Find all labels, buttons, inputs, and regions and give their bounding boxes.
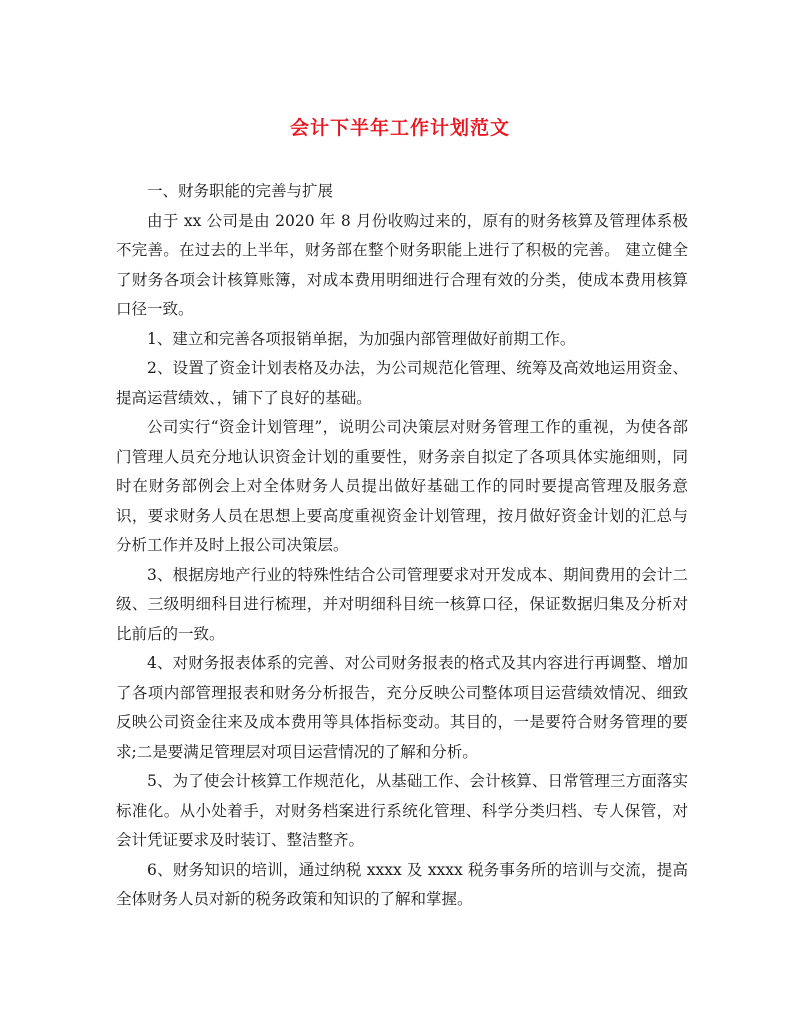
list-item: 6、财务知识的培训，通过纳税 xxxx 及 xxxx 税务事务所的培训与交流，提高全体财务人员对新的税务政策和知识的了解和掌握。 (116, 860, 688, 908)
document-title: 会计下半年工作计划范文 (289, 117, 510, 139)
list-item: 2、设置了资金计划表格及办法，为公司规范化管理、统筹及高效地运用资金、提高运营绩效、，铺下了良好的基础。 (116, 359, 688, 407)
list-item: 5、为了使会计核算工作规范化，从基础工作、会计核算、日常管理三方面落实标准化。从小处着手，对财务档案进行系统化管理、科学分类归档、专人保管，对会计凭证要求及时装订、整洁整齐。 (116, 772, 688, 849)
list-item: 3、根据房地产行业的特殊性结合公司管理要求对开发成本、期间费用的会计二级、三级明细科目进行梳理，并对明细科目统一核算口径，保证数据归集及分析对比前后的一致。 (116, 565, 688, 643)
document-body (116, 177, 688, 915)
list-item: 4、对财务报表体系的完善、对公司财务报表的格式及其内容进行再调整、增加了各项内部管理报表和财务分析报告，充分反映公司整体项目运营绩效情况、细致反映公司资金往来及成本费用等具体指标变动。其目的，一是要符合财务管理的要求;二是要满足管理层对项目运营情况的了解和分析。 (116, 654, 688, 761)
body-paragraph: 由于 xx 公司是由 2020 年 8 月份收购过来的，原有的财务核算及管理体系极不完善。在过去的上半年，财务部在整个财务职能上进行了积极的完善。 建立健全了财务各项会计核算账簿，对成本费用明细进行合理有效的分类，使成本费用核算口径一致。 (116, 211, 688, 318)
list-item: 1、建立和完善各项报销单据，为加强内部管理做好前期工作。 (147, 329, 576, 348)
section-heading: 一、财务职能的完善与扩展 (147, 182, 334, 200)
body-paragraph: 公司实行“资金计划管理”，说明公司决策层对财务管理工作的重视，为使各部门管理人员充分地认识资金计划的重要性，财务亲自拟定了各项具体实施细则，同时在财务部例会上对全体财务人员提出做好基础工作的同时要提高管理及服务意识，要求财务人员在思想上要高度重视资金计划管理，按月做好资金计划的汇总与分析工作并及时上报公司决策层。 (116, 418, 688, 554)
